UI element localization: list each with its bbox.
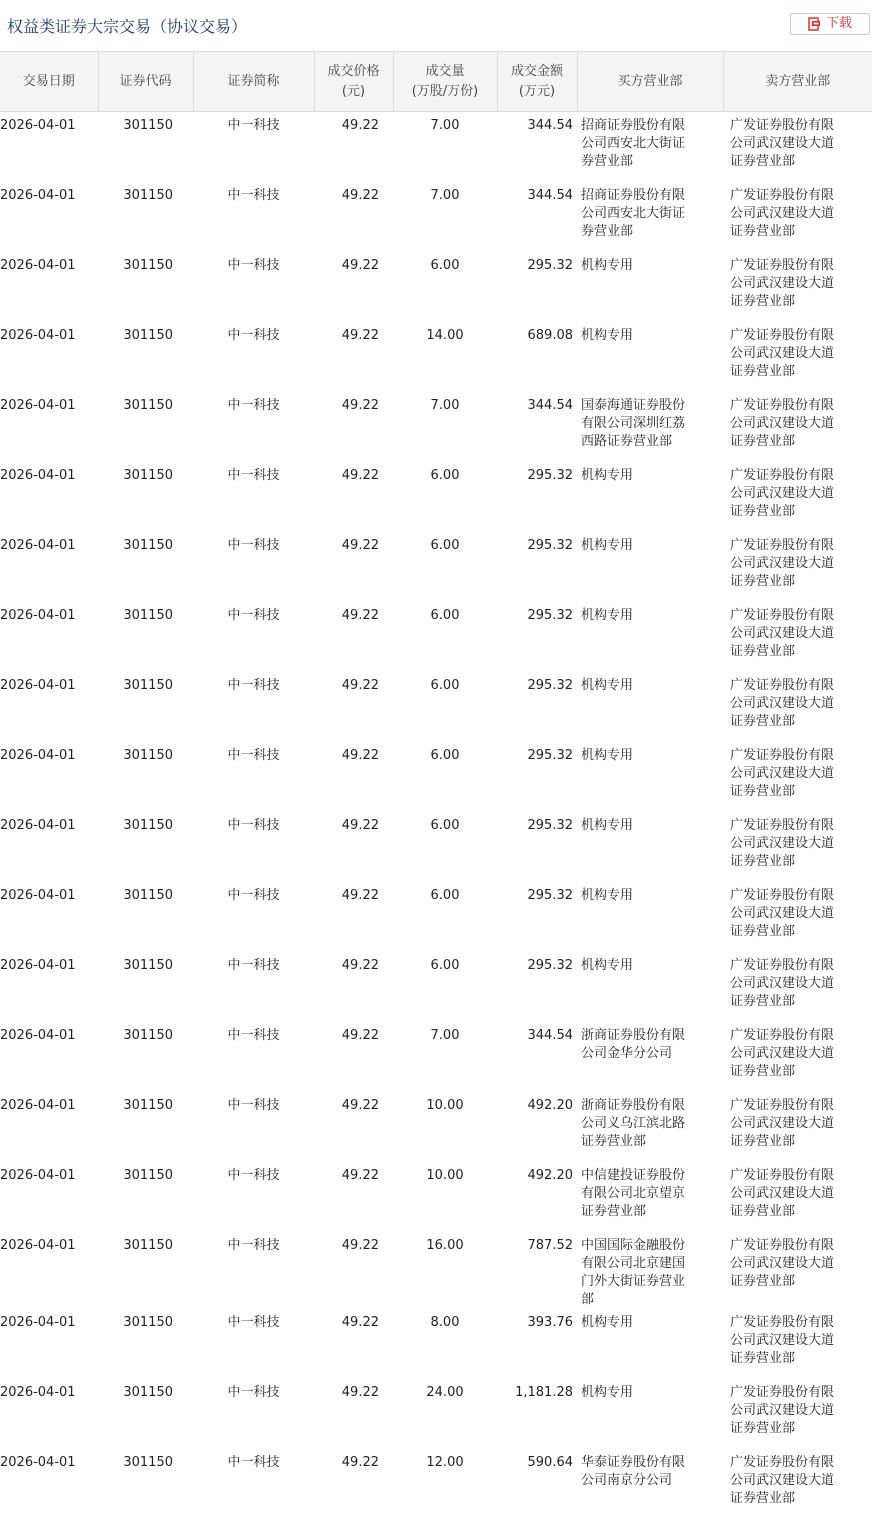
cell-seller-branch: 广发证券股份有限公司武汉建设大道证券营业部: [730, 537, 835, 589]
cell-security-code: 301150: [123, 257, 173, 273]
cell-trade-amount: 295.32: [527, 817, 573, 833]
cell-security-name: 中一科技: [227, 677, 280, 693]
column-header-trade-volume: 成交量 (万股/万份): [393, 52, 497, 112]
table-row: [0, 672, 872, 742]
cell-security-name: 中一科技: [227, 607, 280, 623]
block-trade-table: [0, 51, 872, 1519]
cell-trade-volume: 6.00: [430, 887, 460, 903]
cell-security-code: 301150: [123, 1314, 173, 1330]
cell-security-code: 301150: [123, 118, 173, 133]
cell-seller-branch: 广发证券股份有限公司武汉建设大道证券营业部: [730, 1384, 835, 1436]
cell-trade-volume: 12.00: [426, 1454, 464, 1470]
cell-seller-branch: 广发证券股份有限公司武汉建设大道证券营业部: [730, 607, 835, 659]
cell-trade-price: 49.22: [341, 1384, 379, 1400]
table-row: [0, 252, 872, 322]
cell-security-code: 301150: [123, 1167, 173, 1183]
cell-security-code: 301150: [123, 327, 173, 343]
cell-trade-price: 49.22: [341, 817, 379, 833]
cell-trade-date: 2026-04-01: [0, 1097, 76, 1113]
cell-seller-branch: 广发证券股份有限公司武汉建设大道证券营业部: [730, 187, 835, 239]
cell-trade-volume: 7.00: [430, 118, 460, 133]
cell-trade-volume: 16.00: [426, 1237, 464, 1253]
cell-trade-date: 2026-04-01: [0, 747, 76, 763]
pdf-download-icon: [808, 17, 821, 31]
cell-buyer-branch: 机构专用: [581, 537, 634, 553]
cell-trade-amount: 344.54: [527, 118, 573, 133]
download-button[interactable]: [790, 13, 870, 35]
cell-trade-price: 49.22: [341, 1454, 379, 1470]
cell-trade-date: 2026-04-01: [0, 677, 76, 693]
cell-trade-amount: 295.32: [527, 677, 573, 693]
cell-security-name: 中一科技: [227, 187, 280, 203]
cell-trade-amount: 492.20: [527, 1167, 573, 1183]
table-row: [0, 952, 872, 1022]
cell-trade-amount: 295.32: [527, 887, 573, 903]
cell-trade-price: 49.22: [341, 677, 379, 693]
cell-security-name: 中一科技: [227, 957, 280, 973]
cell-seller-branch: 广发证券股份有限公司武汉建设大道证券营业部: [730, 887, 835, 939]
cell-trade-amount: 344.54: [527, 1027, 573, 1043]
download-label: 下载: [825, 16, 852, 31]
cell-buyer-branch: 国泰海通证券股份有限公司深圳红荔西路证券营业部: [581, 397, 686, 449]
cell-trade-volume: 6.00: [430, 257, 460, 273]
cell-trade-price: 49.22: [341, 1314, 379, 1330]
cell-buyer-branch: 机构专用: [581, 887, 634, 903]
cell-trade-price: 49.22: [341, 957, 379, 973]
cell-security-code: 301150: [123, 1097, 173, 1113]
cell-trade-date: 2026-04-01: [0, 397, 76, 413]
cell-buyer-branch: 机构专用: [581, 1384, 634, 1400]
cell-security-name: 中一科技: [227, 257, 280, 273]
cell-trade-date: 2026-04-01: [0, 118, 76, 133]
cell-trade-date: 2026-04-01: [0, 887, 76, 903]
cell-buyer-branch: 机构专用: [581, 817, 634, 833]
table-row: [0, 322, 872, 392]
cell-security-name: 中一科技: [227, 1027, 280, 1043]
cell-trade-amount: 295.32: [527, 467, 573, 483]
table-row: [0, 742, 872, 812]
column-header-trade-amount: 成交金额 (万元): [497, 52, 577, 112]
cell-trade-date: 2026-04-01: [0, 817, 76, 833]
column-header-trade-date: 交易日期: [0, 52, 98, 112]
cell-security-code: 301150: [123, 957, 173, 973]
cell-trade-volume: 8.00: [430, 1314, 460, 1330]
cell-seller-branch: 广发证券股份有限公司武汉建设大道证券营业部: [730, 957, 835, 1009]
page-header: [0, 0, 872, 51]
column-header-seller-branch: 卖方营业部: [723, 52, 872, 112]
cell-security-code: 301150: [123, 747, 173, 763]
cell-trade-amount: 787.52: [527, 1237, 573, 1253]
page-title: 权益类证券大宗交易（协议交易）: [7, 17, 248, 36]
cell-trade-date: 2026-04-01: [0, 257, 76, 273]
cell-trade-price: 49.22: [341, 257, 379, 273]
cell-trade-date: 2026-04-01: [0, 187, 76, 203]
table-row: [0, 882, 872, 952]
column-header-security-code: 证券代码: [98, 52, 193, 112]
cell-seller-branch: 广发证券股份有限公司武汉建设大道证券营业部: [730, 327, 835, 379]
cell-trade-amount: 1,181.28: [515, 1384, 573, 1400]
cell-security-name: 中一科技: [227, 467, 280, 483]
cell-trade-volume: 7.00: [430, 1027, 460, 1043]
cell-buyer-branch: 机构专用: [581, 677, 634, 693]
cell-security-name: 中一科技: [227, 1454, 280, 1470]
cell-buyer-branch: 机构专用: [581, 257, 634, 273]
cell-seller-branch: 广发证券股份有限公司武汉建设大道证券营业部: [730, 1237, 835, 1289]
cell-trade-amount: 295.32: [527, 747, 573, 763]
cell-buyer-branch: 中国国际金融股份有限公司北京建国门外大街证券营业部: [581, 1237, 686, 1307]
cell-security-name: 中一科技: [227, 887, 280, 903]
cell-trade-price: 49.22: [341, 607, 379, 623]
column-header-buyer-branch: 买方营业部: [577, 52, 723, 112]
cell-trade-amount: 344.54: [527, 397, 573, 413]
table-row: [0, 1449, 872, 1519]
cell-trade-date: 2026-04-01: [0, 327, 76, 343]
cell-security-name: 中一科技: [227, 397, 280, 413]
cell-trade-volume: 6.00: [430, 817, 460, 833]
cell-trade-amount: 295.32: [527, 957, 573, 973]
cell-trade-date: 2026-04-01: [0, 1237, 76, 1253]
cell-seller-branch: 广发证券股份有限公司武汉建设大道证券营业部: [730, 467, 835, 519]
cell-buyer-branch: 机构专用: [581, 467, 634, 483]
cell-security-code: 301150: [123, 817, 173, 833]
table-row: [0, 1232, 872, 1309]
cell-trade-price: 49.22: [341, 1167, 379, 1183]
cell-buyer-branch: 机构专用: [581, 957, 634, 973]
cell-seller-branch: 广发证券股份有限公司武汉建设大道证券营业部: [730, 1097, 835, 1149]
cell-trade-price: 49.22: [341, 537, 379, 553]
cell-seller-branch: 广发证券股份有限公司武汉建设大道证券营业部: [730, 118, 835, 169]
cell-security-code: 301150: [123, 887, 173, 903]
cell-buyer-branch: 中信建投证券股份有限公司北京望京证券营业部: [581, 1167, 686, 1219]
cell-trade-date: 2026-04-01: [0, 537, 76, 553]
cell-trade-volume: 24.00: [426, 1384, 464, 1400]
table-header-row: [0, 52, 872, 112]
cell-security-name: 中一科技: [227, 118, 280, 133]
cell-security-code: 301150: [123, 537, 173, 553]
cell-trade-volume: 6.00: [430, 537, 460, 553]
table-row: [0, 1022, 872, 1092]
cell-trade-amount: 344.54: [527, 187, 573, 203]
cell-security-code: 301150: [123, 187, 173, 203]
table-row: [0, 1309, 872, 1379]
cell-trade-price: 49.22: [341, 1027, 379, 1043]
cell-buyer-branch: 机构专用: [581, 607, 634, 623]
cell-seller-branch: 广发证券股份有限公司武汉建设大道证券营业部: [730, 677, 835, 729]
cell-security-name: 中一科技: [227, 747, 280, 763]
cell-security-code: 301150: [123, 397, 173, 413]
cell-trade-volume: 6.00: [430, 607, 460, 623]
cell-security-name: 中一科技: [227, 1097, 280, 1113]
cell-seller-branch: 广发证券股份有限公司武汉建设大道证券营业部: [730, 1167, 835, 1219]
cell-seller-branch: 广发证券股份有限公司武汉建设大道证券营业部: [730, 1314, 835, 1366]
table-row: [0, 462, 872, 532]
cell-trade-date: 2026-04-01: [0, 1027, 76, 1043]
cell-trade-amount: 689.08: [527, 327, 573, 343]
cell-seller-branch: 广发证券股份有限公司武汉建设大道证券营业部: [730, 1027, 835, 1079]
column-header-security-name: 证券简称: [193, 52, 314, 112]
cell-trade-date: 2026-04-01: [0, 1384, 76, 1400]
cell-trade-price: 49.22: [341, 187, 379, 203]
table-body: [0, 112, 872, 1519]
cell-security-code: 301150: [123, 607, 173, 623]
cell-security-name: 中一科技: [227, 817, 280, 833]
cell-security-name: 中一科技: [227, 1237, 280, 1253]
cell-security-code: 301150: [123, 1384, 173, 1400]
table-row: [0, 532, 872, 602]
cell-security-name: 中一科技: [227, 1384, 280, 1400]
cell-trade-price: 49.22: [341, 118, 379, 133]
cell-buyer-branch: 浙商证券股份有限公司金华分公司: [581, 1027, 686, 1061]
cell-trade-date: 2026-04-01: [0, 467, 76, 483]
cell-trade-volume: 6.00: [430, 957, 460, 973]
cell-security-name: 中一科技: [227, 537, 280, 553]
cell-trade-amount: 295.32: [527, 537, 573, 553]
column-header-trade-price: 成交价格 (元): [314, 52, 393, 112]
cell-trade-price: 49.22: [341, 1237, 379, 1253]
table-row: [0, 1379, 872, 1449]
cell-security-name: 中一科技: [227, 1167, 280, 1183]
cell-trade-volume: 10.00: [426, 1097, 464, 1113]
cell-seller-branch: 广发证券股份有限公司武汉建设大道证券营业部: [730, 257, 835, 309]
cell-security-code: 301150: [123, 1237, 173, 1253]
cell-security-name: 中一科技: [227, 1314, 280, 1330]
cell-trade-date: 2026-04-01: [0, 1167, 76, 1183]
cell-trade-price: 49.22: [341, 467, 379, 483]
cell-buyer-branch: 机构专用: [581, 747, 634, 763]
table-row: [0, 1092, 872, 1162]
cell-trade-amount: 590.64: [527, 1454, 573, 1470]
cell-seller-branch: 广发证券股份有限公司武汉建设大道证券营业部: [730, 817, 835, 869]
cell-trade-price: 49.22: [341, 887, 379, 903]
cell-trade-volume: 14.00: [426, 327, 464, 343]
cell-buyer-branch: 浙商证券股份有限公司义乌江滨北路证券营业部: [581, 1097, 686, 1149]
cell-trade-volume: 7.00: [430, 187, 460, 203]
cell-trade-amount: 393.76: [527, 1314, 573, 1330]
cell-seller-branch: 广发证券股份有限公司武汉建设大道证券营业部: [730, 397, 835, 449]
cell-security-code: 301150: [123, 1454, 173, 1470]
cell-trade-price: 49.22: [341, 397, 379, 413]
cell-trade-volume: 6.00: [430, 467, 460, 483]
cell-security-code: 301150: [123, 1027, 173, 1043]
cell-buyer-branch: 机构专用: [581, 1314, 634, 1330]
cell-trade-volume: 10.00: [426, 1167, 464, 1183]
cell-trade-price: 49.22: [341, 1097, 379, 1113]
cell-trade-amount: 295.32: [527, 257, 573, 273]
cell-trade-volume: 7.00: [430, 397, 460, 413]
cell-trade-date: 2026-04-01: [0, 957, 76, 973]
cell-trade-amount: 492.20: [527, 1097, 573, 1113]
cell-trade-volume: 6.00: [430, 747, 460, 763]
cell-trade-price: 49.22: [341, 327, 379, 343]
cell-buyer-branch: 机构专用: [581, 327, 634, 343]
cell-security-name: 中一科技: [227, 327, 280, 343]
table-row: [0, 602, 872, 672]
cell-seller-branch: 广发证券股份有限公司武汉建设大道证券营业部: [730, 1454, 835, 1506]
cell-buyer-branch: 招商证券股份有限公司西安北大街证券营业部: [581, 118, 686, 169]
cell-seller-branch: 广发证券股份有限公司武汉建设大道证券营业部: [730, 747, 835, 799]
cell-trade-date: 2026-04-01: [0, 1454, 76, 1470]
table-row: [0, 392, 872, 462]
cell-buyer-branch: 华泰证券股份有限公司南京分公司: [581, 1454, 686, 1488]
table-row: [0, 112, 872, 182]
table-row: [0, 812, 872, 882]
cell-trade-price: 49.22: [341, 747, 379, 763]
table-row: [0, 182, 872, 252]
cell-trade-date: 2026-04-01: [0, 607, 76, 623]
cell-security-code: 301150: [123, 677, 173, 693]
table-row: [0, 1162, 872, 1232]
cell-trade-volume: 6.00: [430, 677, 460, 693]
cell-trade-amount: 295.32: [527, 607, 573, 623]
cell-buyer-branch: 招商证券股份有限公司西安北大街证券营业部: [581, 187, 686, 239]
cell-trade-date: 2026-04-01: [0, 1314, 76, 1330]
cell-security-code: 301150: [123, 467, 173, 483]
